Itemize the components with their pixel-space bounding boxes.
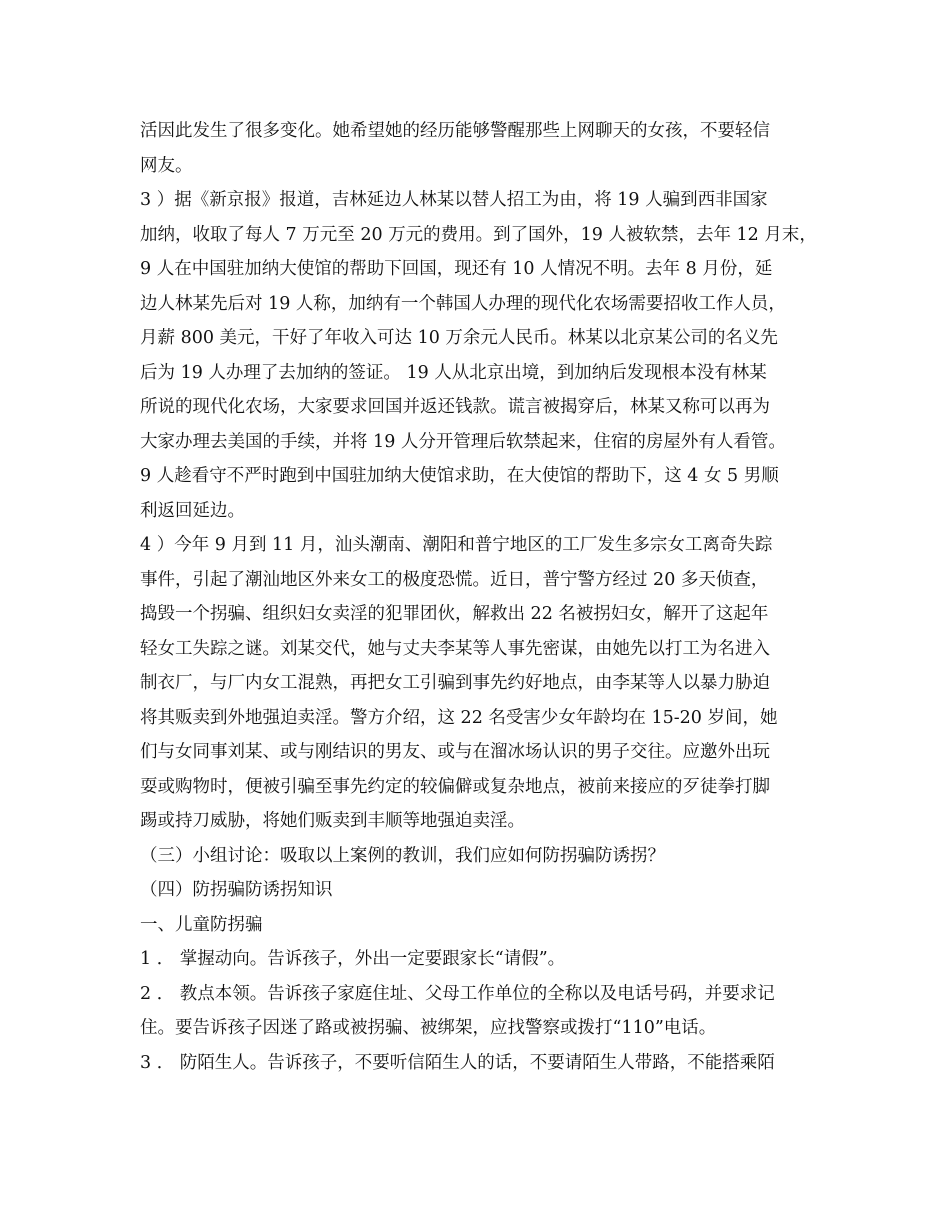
- text-line: 边人林某先后对 19 人称，加纳有一个韩国人办理的现代化农场需要招收工作人员，: [140, 293, 786, 314]
- text-line: 轻女工失踪之谜。刘某交代，她与丈夫李某等人事先密谋，由她先以打工为名进入: [140, 638, 770, 659]
- text-line: 捣毁一个拐骗、组织妇女卖淫的犯罪团伙，解救出 22 名被拐妇女，解开了这起年: [140, 604, 769, 624]
- text-line: 所说的现代化农场，大家要求回国并返还钱款。谎言被揭穿后，林某又称可以再为: [140, 397, 770, 417]
- text-line: 4 ）今年 9 月到 11 月，汕头潮南、潮阳和普宁地区的工厂发生多宗女工离奇失踪: [140, 535, 773, 555]
- list-item: 2 ． 教点本领。告诉孩子家庭住址、父母工作单位的全称以及电话号码，并要求记: [140, 983, 775, 1004]
- text-line: 将其贩卖到外地强迫卖淫。警方介绍，这 22 名受害少女年龄均在 15-20 岁间，她: [140, 707, 778, 728]
- list-item: 1 ． 掌握动向。告诉孩子，外出一定要跟家长“请假”。: [140, 949, 566, 969]
- text-line: 后为 19 人办理了去加纳的签证。 19 人从北京出境，到加纳后发现根本没有林某: [140, 362, 767, 383]
- text-line: 9 人趁看守不严时跑到中国驻加纳大使馆求助，在大使馆的帮助下，这 4 女 5 男顺: [140, 466, 779, 486]
- text-line: 加纳，收取了每人 7 万元至 20 万元的费用。到了国外，19 人被软禁，去年 12 月末，: [140, 224, 817, 245]
- text-line: 月薪 800 美元，干好了年收入可达 10 万余元人民币。林某以北京某公司的名义先: [140, 328, 778, 348]
- text-line: 网友。: [140, 155, 193, 176]
- document-body: [140, 114, 820, 1080]
- text-line: 住。要告诉孩子因迷了路或被拐骗、被绑架，应找警察或拨打“110”电话。: [140, 1018, 717, 1038]
- text-line: 耍或购物时，便被引骗至事先约定的较偏僻或复杂地点，被前来接应的歹徒拳打脚: [140, 776, 770, 797]
- section-heading: 一、儿童防拐骗: [140, 914, 263, 935]
- text-line: 大家办理去美国的手续，并将 19 人分开管理后软禁起来，住宿的房屋外有人看管。: [140, 431, 786, 452]
- section-heading: （三）小组讨论：吸取以上案例的教训，我们应如何防拐骗防诱拐？: [140, 845, 665, 866]
- text-line: 利返回延边。: [140, 500, 245, 521]
- text-line: 活因此发生了很多变化。她希望她的经历能够警醒那些上网聊天的女孩，不要轻信: [140, 121, 770, 141]
- text-line: 3 ）据《新京报》报道，吉林延边人林某以替人招工为由，将 19 人骗到西非国家: [140, 190, 768, 210]
- section-heading: （四）防拐骗防诱拐知识: [140, 880, 333, 900]
- list-item: 3 ． 防陌生人。告诉孩子，不要听信陌生人的话，不要请陌生人带路，不能搭乘陌: [140, 1052, 775, 1073]
- text-line: 事件，引起了潮汕地区外来女工的极度恐慌。近日，普宁警方经过 20 多天侦查，: [140, 569, 769, 590]
- text-line: 们与女同事刘某、或与刚结识的男友、或与在溜冰场认识的男子交往。应邀外出玩: [140, 742, 770, 762]
- text-line: 踢或持刀威胁，将她们贩卖到丰顺等地强迫卖淫。: [140, 811, 525, 831]
- text-line: 制衣厂，与厂内女工混熟，再把女工引骗到事先约好地点，由李某等人以暴力胁迫: [140, 673, 770, 693]
- text-line: 9 人在中国驻加纳大使馆的帮助下回国，现还有 10 人情况不明。去年 8 月份，延: [140, 259, 773, 279]
